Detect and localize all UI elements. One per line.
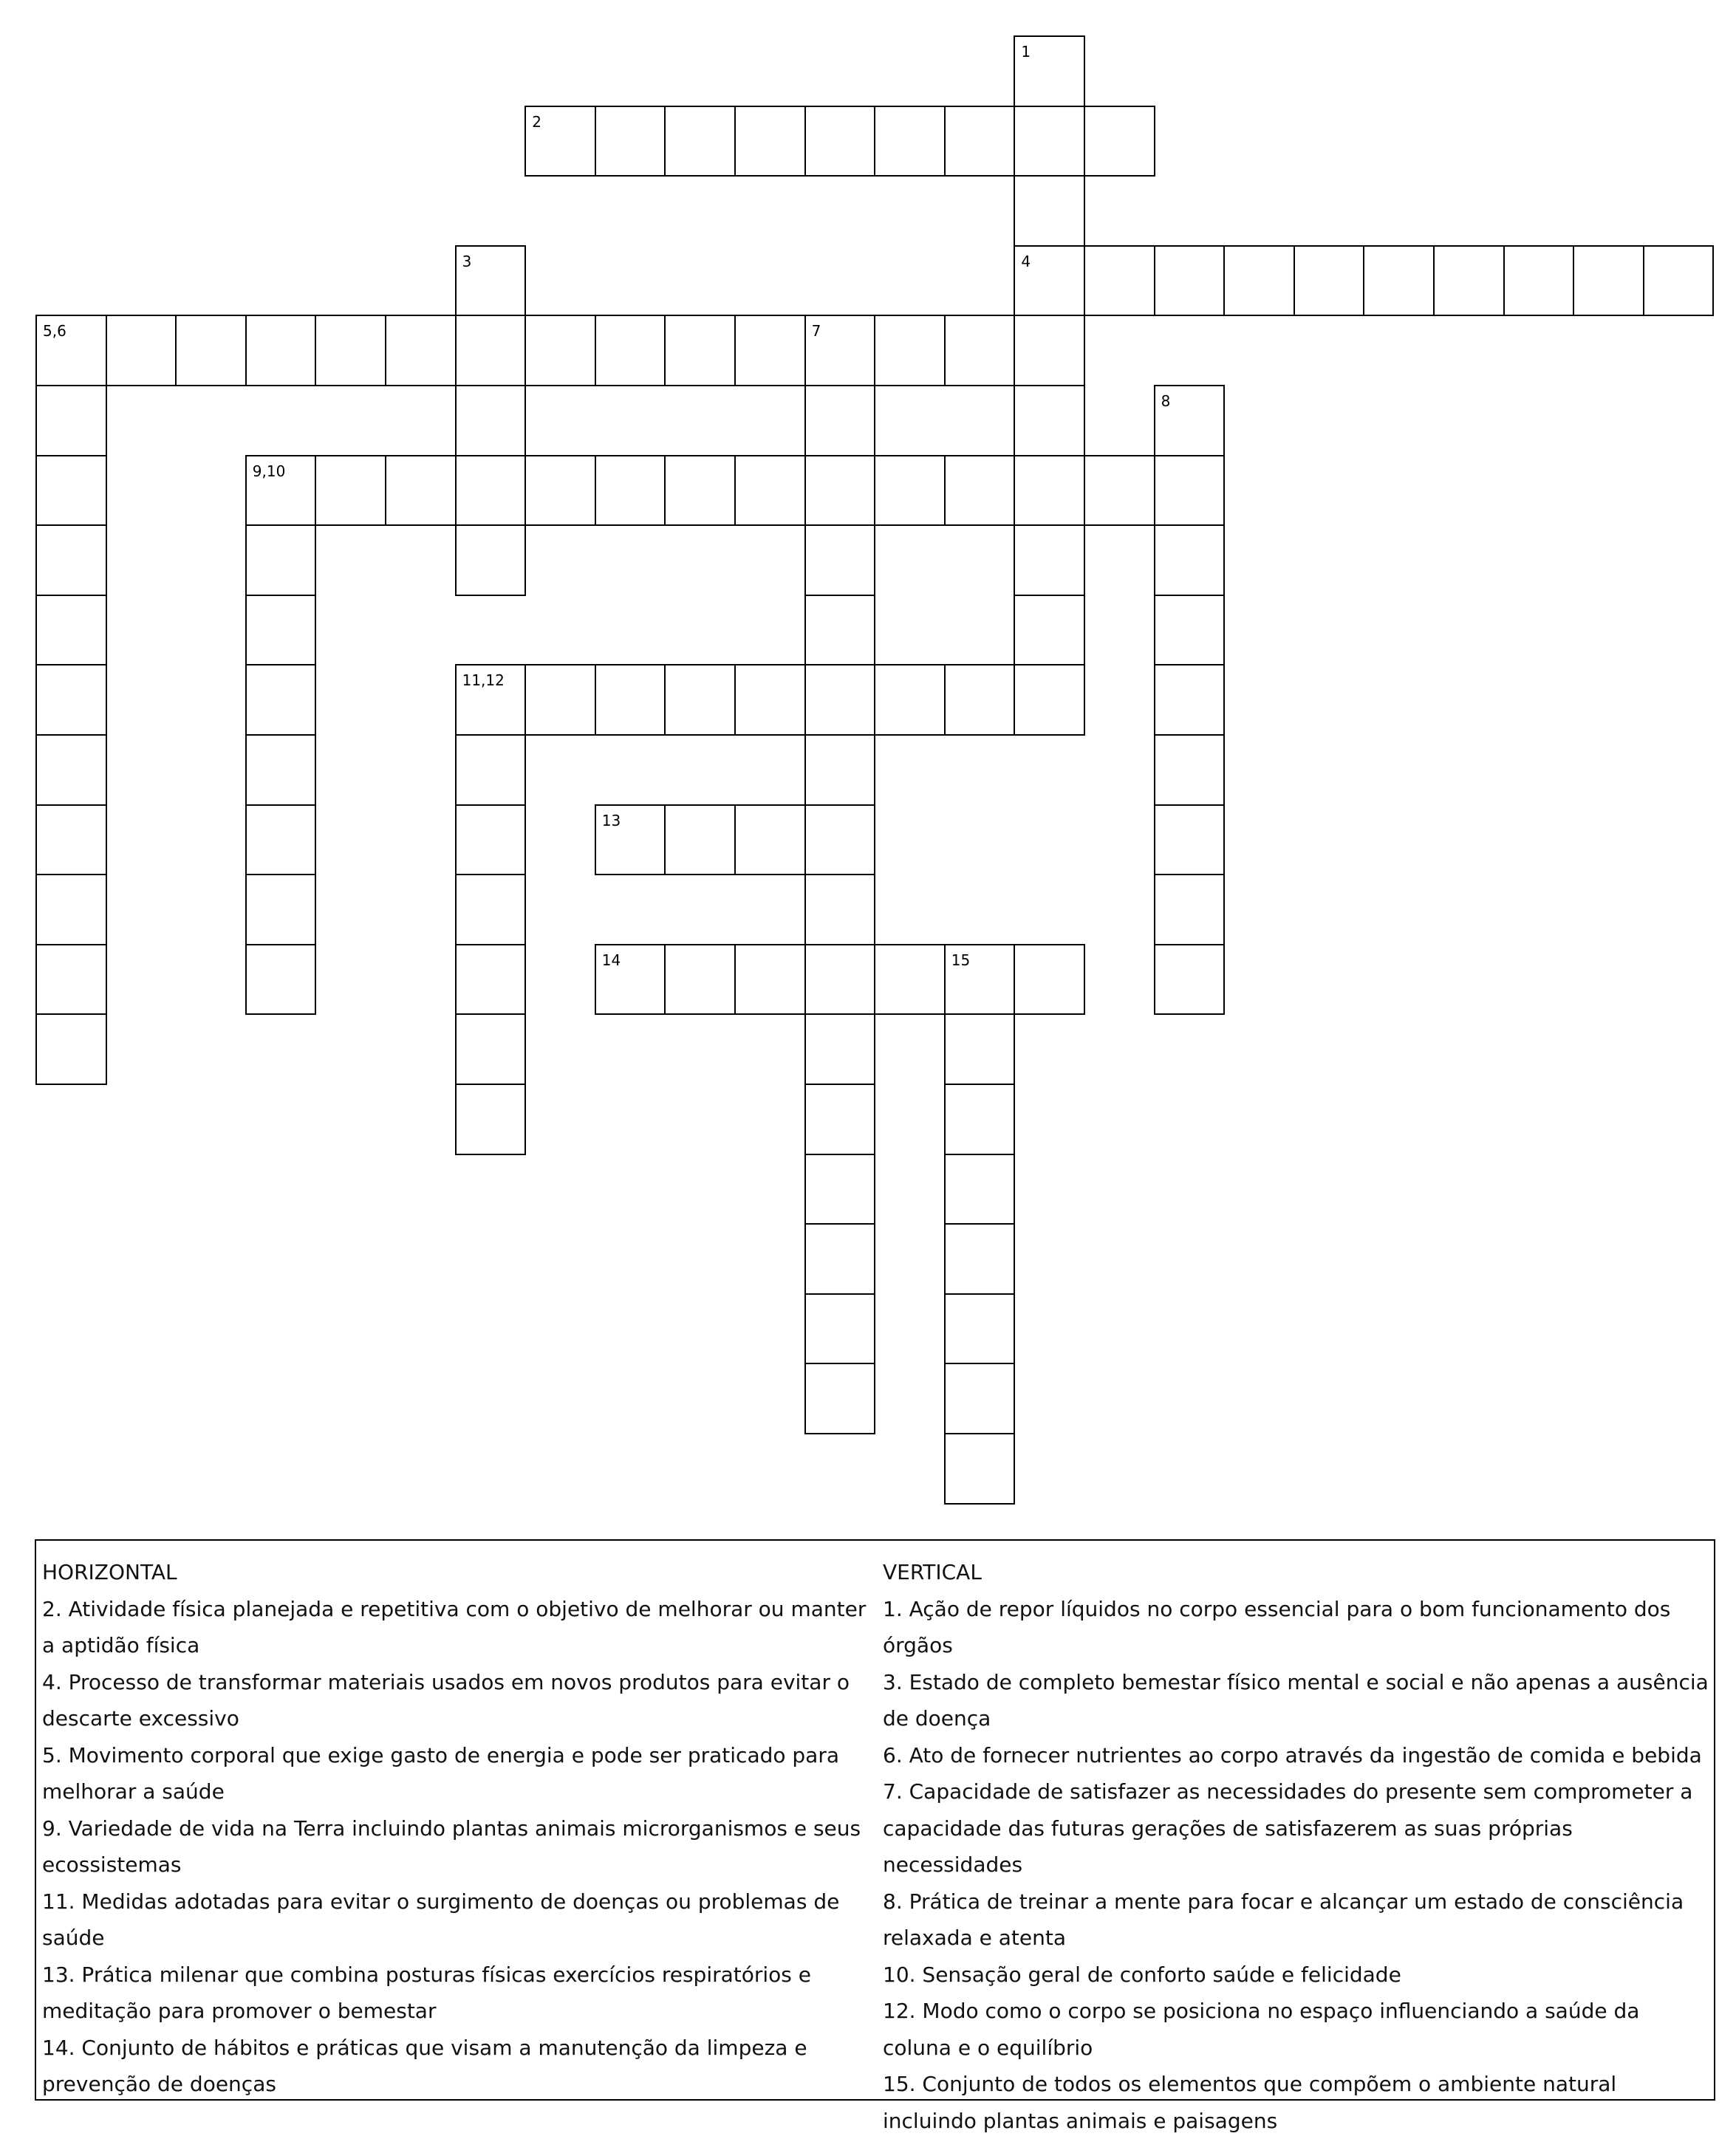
clue-number-label: 7 [811,322,821,340]
clue-number-label: 5,6 [43,322,66,340]
clue-v-7: 7. Capacidade de satisfazer as necessidades do presente sem comprometer a capacidade das futuras gerações de satisfazerem as suas próprias necessidades [883,1779,1693,1877]
grid-cell[interactable] [385,455,457,527]
grid-cell[interactable] [455,1084,527,1155]
clue-v-3: 3. Estado de completo bemestar físico mental e social e não apenas a ausência de doença [883,1669,1709,1731]
grid-cell[interactable] [874,664,946,736]
clue-number-label: 14 [601,951,621,969]
grid-cell[interactable] [35,595,107,666]
grid-cell[interactable] [245,315,317,386]
clue-number-label: 3 [462,252,472,270]
grid-cell[interactable] [664,664,736,736]
clue-h-2: 2. Atividade física planejada e repetitiva com o objetivo de melhorar ou manter a aptidão física [42,1596,867,1657]
grid-cell[interactable] [1014,595,1085,666]
grid-cell[interactable] [1014,455,1085,527]
grid-cell[interactable] [1014,175,1085,247]
grid-cell[interactable] [1503,245,1575,317]
grid-cell[interactable] [944,455,1016,527]
grid-cell[interactable] [944,664,1016,736]
grid-cell[interactable] [35,1013,107,1085]
grid-cell[interactable] [1084,245,1155,317]
grid-cell[interactable] [35,385,107,456]
clue-v-10: 10. Sensação geral de conforto saúde e felicidade [883,1962,1401,1987]
grid-cell[interactable] [1154,455,1226,527]
clue-number-label: 11,12 [462,671,505,690]
grid-cell[interactable] [1643,245,1715,317]
grid-cell[interactable] [1433,245,1505,317]
grid-cell[interactable] [664,315,736,386]
grid-cell[interactable] [1014,944,1085,1016]
grid-cell[interactable] [245,804,317,876]
grid-cell[interactable] [524,455,596,527]
grid-cell[interactable] [944,106,1016,177]
grid-cell[interactable] [1154,734,1226,806]
clue-v-6: 6. Ato de fornecer nutrientes ao corpo através da ingestão de comida e bebida [883,1742,1702,1767]
grid-cell[interactable] [245,595,317,666]
grid-cell[interactable] [455,944,527,1016]
clue-v-12: 12. Modo como o corpo se posiciona no espaço influenciando a saúde da coluna e o equilíbrio [883,1999,1640,2060]
grid-cell[interactable] [804,734,876,806]
grid-cell[interactable] [106,315,177,386]
grid-cell[interactable] [1363,245,1435,317]
clue-v-1: 1. Ação de repor líquidos no corpo essencial para o bom funcionamento dos órgãos [883,1596,1671,1657]
grid-cell[interactable] [1014,664,1085,736]
grid-cell[interactable] [595,455,666,527]
grid-cell[interactable] [804,1293,876,1365]
grid-cell[interactable] [734,664,806,736]
grid-cell[interactable] [595,315,666,386]
grid-cell[interactable] [35,944,107,1016]
grid-cell[interactable] [734,106,806,177]
grid-cell[interactable] [944,1433,1016,1505]
clue-h-9: 9. Variedade de vida na Terra incluindo plantas animais microrganismos e seus ecossistemas [42,1815,861,1877]
clue-h-4: 4. Processo de transformar materiais usados em novos produtos para evitar o descarte excessivo [42,1669,850,1731]
grid-cell[interactable] [874,944,946,1016]
grid-cell[interactable] [455,455,527,527]
grid-cell[interactable] [804,804,876,876]
grid-cell[interactable] [874,455,946,527]
grid-cell[interactable] [524,315,596,386]
grid-cell[interactable] [664,106,736,177]
grid-cell[interactable] [804,664,876,736]
grid-cell[interactable] [734,944,806,1016]
grid-cell[interactable] [874,315,946,386]
grid-cell[interactable] [35,874,107,945]
grid-cell[interactable] [175,315,247,386]
grid-cell[interactable] [804,944,876,1016]
grid-cell[interactable] [1154,245,1226,317]
grid-cell[interactable] [874,106,946,177]
grid-cell[interactable] [804,874,876,945]
grid-cell[interactable] [1014,524,1085,596]
grid-cell[interactable] [1014,385,1085,456]
clue-h-11: 11. Medidas adotadas para evitar o surgimento de doenças ou problemas de saúde [42,1889,840,1950]
grid-cell[interactable] [804,595,876,666]
grid-cell[interactable] [245,524,317,596]
grid-cell[interactable] [1084,455,1155,527]
grid-cell[interactable] [1154,524,1226,596]
grid-cell[interactable] [35,804,107,876]
grid-cell[interactable] [245,874,317,945]
grid-cell[interactable] [664,804,736,876]
grid-cell[interactable] [455,804,527,876]
grid-cell[interactable] [35,664,107,736]
grid-cell[interactable] [455,734,527,806]
grid-cell[interactable] [804,1223,876,1295]
grid-cell[interactable] [664,455,736,527]
grid-cell[interactable] [385,315,457,386]
grid-cell[interactable] [944,1084,1016,1155]
grid-cell[interactable] [455,1013,527,1085]
grid-cell[interactable] [1154,874,1226,945]
grid-cell[interactable] [944,1013,1016,1085]
grid-cell[interactable] [804,1013,876,1085]
clues-horizontal-heading: HORIZONTAL [42,1560,177,1584]
clue-v-15: 15. Conjunto de todos os elementos que compõem o ambiente natural incluindo plantas animais e paisagens [883,2072,1617,2133]
grid-cell[interactable] [524,664,596,736]
clue-number-label: 13 [601,811,621,829]
clue-h-13: 13. Prática milenar que combina posturas físicas exercícios respiratórios e meditação para promover o bemestar [42,1962,812,2023]
grid-cell[interactable] [804,1084,876,1155]
clue-number-label: 9,10 [252,462,286,480]
grid-cell[interactable] [734,455,806,527]
grid-cell[interactable] [245,664,317,736]
grid-cell[interactable] [944,1223,1016,1295]
clues-box [35,1539,1715,2133]
grid-cell[interactable] [804,1363,876,1434]
clue-v-8: 8. Prática de treinar a mente para focar e alcançar um estado de consciência relaxada e atenta [883,1889,1684,1950]
grid-cell[interactable] [734,804,806,876]
grid-cell[interactable] [595,664,666,736]
grid-cell[interactable] [315,315,386,386]
clue-number-label: 1 [1021,43,1031,61]
grid-cell[interactable] [455,385,527,456]
grid-cell[interactable] [944,1154,1016,1225]
clues-horizontal [42,1554,884,2103]
grid-cell[interactable] [35,524,107,596]
clues-vertical [883,1554,1714,2139]
grid-cell[interactable] [595,106,666,177]
grid-cell[interactable] [1154,944,1226,1016]
grid-cell[interactable] [664,944,736,1016]
grid-cell[interactable] [1154,804,1226,876]
grid-cell[interactable] [1014,106,1085,177]
grid-cell[interactable] [1573,245,1644,317]
clues-vertical-heading: VERTICAL [883,1560,982,1584]
grid-cell[interactable] [1223,245,1295,317]
grid-cell[interactable] [804,524,876,596]
grid-cell[interactable] [315,455,386,527]
grid-cell[interactable] [804,385,876,456]
clue-number-label: 8 [1161,392,1171,410]
grid-cell[interactable] [1154,595,1226,666]
grid-cell[interactable] [804,106,876,177]
grid-cell[interactable] [944,315,1016,386]
grid-cell[interactable] [734,315,806,386]
grid-cell[interactable] [1154,664,1226,736]
grid-cell[interactable] [804,455,876,527]
grid-cell[interactable] [455,524,527,596]
clue-h-14: 14. Conjunto de hábitos e práticas que visam a manutenção da limpeza e prevenção de doenças [42,2035,807,2096]
grid-cell[interactable] [35,734,107,806]
grid-cell[interactable] [1084,106,1155,177]
clue-number-label: 4 [1021,252,1031,270]
grid-cell[interactable] [944,1363,1016,1434]
grid-cell[interactable] [245,944,317,1016]
grid-cell[interactable] [944,1293,1016,1365]
grid-cell[interactable] [455,315,527,386]
grid-cell[interactable] [804,1154,876,1225]
grid-cell[interactable] [35,455,107,527]
clue-h-5: 5. Movimento corporal que exige gasto de energia e pode ser praticado para melhorar a saúde [42,1742,840,1804]
grid-cell[interactable] [1014,315,1085,386]
clue-number-label: 15 [951,951,971,969]
clue-number-label: 2 [532,112,541,131]
grid-cell[interactable] [245,734,317,806]
grid-cell[interactable] [1294,245,1365,317]
grid-cell[interactable] [455,874,527,945]
